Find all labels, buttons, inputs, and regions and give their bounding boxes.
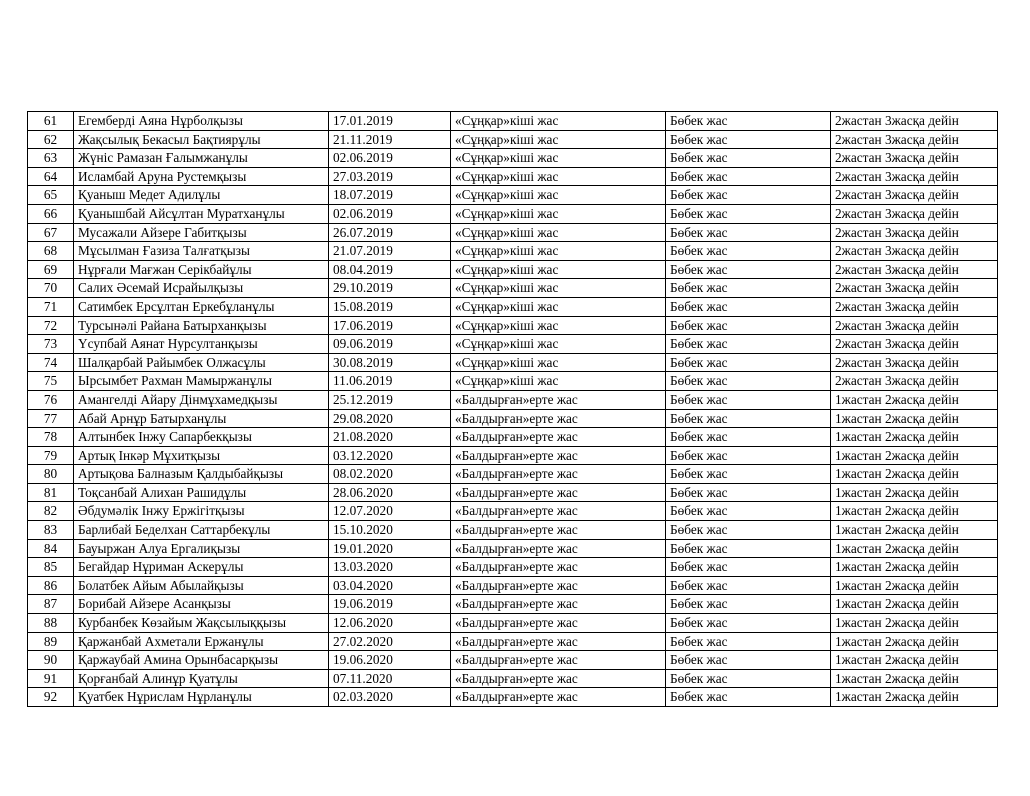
birth-date-cell: 26.07.2019	[329, 223, 451, 242]
group-name-cell: «Балдырған»ерте жас	[451, 483, 666, 502]
child-name-cell: Қорғанбай Алинұр Қуатұлы	[74, 669, 329, 688]
group-type-cell: Бөбек жас	[666, 576, 831, 595]
group-name-cell: «Сұңқар»кіші жас	[451, 130, 666, 149]
age-range-cell: 2жастан 3жасқа дейін	[831, 167, 998, 186]
child-name-cell: Егемберді Аяна Нұрболқызы	[74, 112, 329, 131]
table-row	[28, 614, 998, 633]
birth-date-cell: 25.12.2019	[329, 390, 451, 409]
row-number-cell: 76	[28, 390, 74, 409]
group-type-cell: Бөбек жас	[666, 446, 831, 465]
group-name-cell: «Сұңқар»кіші жас	[451, 353, 666, 372]
age-range-cell: 2жастан 3жасқа дейін	[831, 204, 998, 223]
group-name-cell: «Сұңқар»кіші жас	[451, 242, 666, 261]
birth-date-cell: 18.07.2019	[329, 186, 451, 205]
child-name-cell: Қуаныш Медет Адилұлы	[74, 186, 329, 205]
birth-date-cell: 17.06.2019	[329, 316, 451, 335]
age-range-cell: 1жастан 2жасқа дейін	[831, 688, 998, 707]
table-row	[28, 446, 998, 465]
child-name-cell: Болатбек Айым Абылайқызы	[74, 576, 329, 595]
age-range-cell: 2жастан 3жасқа дейін	[831, 186, 998, 205]
table-row	[28, 223, 998, 242]
child-name-cell: Ырсымбет Рахман Мамыржанұлы	[74, 372, 329, 391]
row-number-cell: 87	[28, 595, 74, 614]
child-name-cell: Үсупбай Аянат Нурсултанқызы	[74, 335, 329, 354]
child-name-cell: Қуатбек Нұрислам Нұрланұлы	[74, 688, 329, 707]
group-name-cell: «Сұңқар»кіші жас	[451, 223, 666, 242]
table-row	[28, 335, 998, 354]
group-name-cell: «Сұңқар»кіші жас	[451, 279, 666, 298]
age-range-cell: 1жастан 2жасқа дейін	[831, 428, 998, 447]
group-name-cell: «Сұңқар»кіші жас	[451, 167, 666, 186]
age-range-cell: 2жастан 3жасқа дейін	[831, 149, 998, 168]
row-number-cell: 65	[28, 186, 74, 205]
birth-date-cell: 28.06.2020	[329, 483, 451, 502]
child-name-cell: Бегайдар Нұриман Аскерұлы	[74, 558, 329, 577]
row-number-cell: 83	[28, 521, 74, 540]
row-number-cell: 80	[28, 465, 74, 484]
row-number-cell: 77	[28, 409, 74, 428]
group-name-cell: «Балдырған»ерте жас	[451, 446, 666, 465]
child-name-cell: Нұрғали Мағжан Серікбайұлы	[74, 260, 329, 279]
birth-date-cell: 29.10.2019	[329, 279, 451, 298]
table-row	[28, 390, 998, 409]
group-type-cell: Бөбек жас	[666, 204, 831, 223]
group-name-cell: «Балдырған»ерте жас	[451, 390, 666, 409]
row-number-cell: 72	[28, 316, 74, 335]
row-number-cell: 92	[28, 688, 74, 707]
table-row	[28, 409, 998, 428]
child-name-cell: Курбанбек Көзайым Жақсылыққызы	[74, 614, 329, 633]
child-name-cell: Исламбай Аруна Рустемқызы	[74, 167, 329, 186]
table-row	[28, 632, 998, 651]
table-row	[28, 204, 998, 223]
group-type-cell: Бөбек жас	[666, 112, 831, 131]
row-number-cell: 75	[28, 372, 74, 391]
child-name-cell: Алтынбек Інжу Сапарбекқызы	[74, 428, 329, 447]
age-range-cell: 2жастан 3жасқа дейін	[831, 242, 998, 261]
table-row	[28, 651, 998, 670]
row-number-cell: 84	[28, 539, 74, 558]
table-row	[28, 353, 998, 372]
group-type-cell: Бөбек жас	[666, 595, 831, 614]
age-range-cell: 1жастан 2жасқа дейін	[831, 446, 998, 465]
row-number-cell: 86	[28, 576, 74, 595]
child-name-cell: Мұсылман Ғазиза Талғатқызы	[74, 242, 329, 261]
group-type-cell: Бөбек жас	[666, 242, 831, 261]
table-row	[28, 130, 998, 149]
birth-date-cell: 19.01.2020	[329, 539, 451, 558]
birth-date-cell: 02.06.2019	[329, 149, 451, 168]
table-row	[28, 297, 998, 316]
table-row	[28, 112, 998, 131]
row-number-cell: 69	[28, 260, 74, 279]
child-name-cell: Сатимбек Ерсұлтан Еркебұланұлы	[74, 297, 329, 316]
age-range-cell: 1жастан 2жасқа дейін	[831, 409, 998, 428]
group-type-cell: Бөбек жас	[666, 465, 831, 484]
table-row	[28, 167, 998, 186]
group-type-cell: Бөбек жас	[666, 651, 831, 670]
group-type-cell: Бөбек жас	[666, 483, 831, 502]
group-type-cell: Бөбек жас	[666, 260, 831, 279]
child-name-cell: Амангелді Айару Дінмұхамедқызы	[74, 390, 329, 409]
birth-date-cell: 27.03.2019	[329, 167, 451, 186]
row-number-cell: 70	[28, 279, 74, 298]
group-name-cell: «Сұңқар»кіші жас	[451, 112, 666, 131]
row-number-cell: 63	[28, 149, 74, 168]
birth-date-cell: 08.02.2020	[329, 465, 451, 484]
table-row	[28, 242, 998, 261]
group-name-cell: «Сұңқар»кіші жас	[451, 335, 666, 354]
group-type-cell: Бөбек жас	[666, 688, 831, 707]
group-type-cell: Бөбек жас	[666, 223, 831, 242]
group-type-cell: Бөбек жас	[666, 316, 831, 335]
table-row	[28, 465, 998, 484]
group-type-cell: Бөбек жас	[666, 558, 831, 577]
birth-date-cell: 08.04.2019	[329, 260, 451, 279]
age-range-cell: 1жастан 2жасқа дейін	[831, 669, 998, 688]
group-type-cell: Бөбек жас	[666, 167, 831, 186]
row-number-cell: 79	[28, 446, 74, 465]
table-row	[28, 483, 998, 502]
birth-date-cell: 21.07.2019	[329, 242, 451, 261]
birth-date-cell: 29.08.2020	[329, 409, 451, 428]
age-range-cell: 1жастан 2жасқа дейін	[831, 502, 998, 521]
group-name-cell: «Сұңқар»кіші жас	[451, 297, 666, 316]
birth-date-cell: 13.03.2020	[329, 558, 451, 577]
group-name-cell: «Сұңқар»кіші жас	[451, 260, 666, 279]
birth-date-cell: 21.08.2020	[329, 428, 451, 447]
child-name-cell: Жақсылық Бекасыл Бақтиярұлы	[74, 130, 329, 149]
group-type-cell: Бөбек жас	[666, 502, 831, 521]
child-name-cell: Тоқсанбай Алихан Рашидұлы	[74, 483, 329, 502]
child-name-cell: Салих Әсемай Исрайылқызы	[74, 279, 329, 298]
table-row	[28, 260, 998, 279]
birth-date-cell: 27.02.2020	[329, 632, 451, 651]
age-range-cell: 2жастан 3жасқа дейін	[831, 279, 998, 298]
age-range-cell: 1жастан 2жасқа дейін	[831, 465, 998, 484]
table-row	[28, 595, 998, 614]
group-type-cell: Бөбек жас	[666, 521, 831, 540]
group-name-cell: «Балдырған»ерте жас	[451, 539, 666, 558]
group-type-cell: Бөбек жас	[666, 632, 831, 651]
group-type-cell: Бөбек жас	[666, 186, 831, 205]
child-name-cell: Әбдумәлік Інжу Ержігітқызы	[74, 502, 329, 521]
age-range-cell: 1жастан 2жасқа дейін	[831, 576, 998, 595]
birth-date-cell: 17.01.2019	[329, 112, 451, 131]
row-number-cell: 81	[28, 483, 74, 502]
age-range-cell: 2жастан 3жасқа дейін	[831, 223, 998, 242]
roster-table-body	[28, 112, 998, 707]
age-range-cell: 1жастан 2жасқа дейін	[831, 483, 998, 502]
age-range-cell: 1жастан 2жасқа дейін	[831, 521, 998, 540]
age-range-cell: 2жастан 3жасқа дейін	[831, 112, 998, 131]
birth-date-cell: 19.06.2019	[329, 595, 451, 614]
group-name-cell: «Балдырған»ерте жас	[451, 614, 666, 633]
table-row	[28, 502, 998, 521]
birth-date-cell: 12.06.2020	[329, 614, 451, 633]
group-name-cell: «Балдырған»ерте жас	[451, 651, 666, 670]
group-name-cell: «Балдырған»ерте жас	[451, 428, 666, 447]
row-number-cell: 91	[28, 669, 74, 688]
group-name-cell: «Балдырған»ерте жас	[451, 521, 666, 540]
age-range-cell: 2жастан 3жасқа дейін	[831, 316, 998, 335]
group-type-cell: Бөбек жас	[666, 297, 831, 316]
table-row	[28, 558, 998, 577]
row-number-cell: 89	[28, 632, 74, 651]
group-type-cell: Бөбек жас	[666, 335, 831, 354]
group-name-cell: «Балдырған»ерте жас	[451, 669, 666, 688]
group-type-cell: Бөбек жас	[666, 130, 831, 149]
birth-date-cell: 15.10.2020	[329, 521, 451, 540]
row-number-cell: 68	[28, 242, 74, 261]
group-type-cell: Бөбек жас	[666, 669, 831, 688]
table-row	[28, 428, 998, 447]
age-range-cell: 1жастан 2жасқа дейін	[831, 595, 998, 614]
row-number-cell: 78	[28, 428, 74, 447]
group-type-cell: Бөбек жас	[666, 390, 831, 409]
row-number-cell: 74	[28, 353, 74, 372]
group-type-cell: Бөбек жас	[666, 428, 831, 447]
birth-date-cell: 21.11.2019	[329, 130, 451, 149]
child-name-cell: Мусажали Айзере Габитқызы	[74, 223, 329, 242]
table-row	[28, 279, 998, 298]
age-range-cell: 2жастан 3жасқа дейін	[831, 130, 998, 149]
child-name-cell: Артықова Балназым Қалдыбайқызы	[74, 465, 329, 484]
group-name-cell: «Балдырған»ерте жас	[451, 632, 666, 651]
children-roster-table	[27, 111, 998, 707]
group-name-cell: «Балдырған»ерте жас	[451, 688, 666, 707]
table-row	[28, 521, 998, 540]
age-range-cell: 1жастан 2жасқа дейін	[831, 651, 998, 670]
child-name-cell: Барлибай Беделхан Саттарбекұлы	[74, 521, 329, 540]
table-row	[28, 688, 998, 707]
child-name-cell: Абай Арнұр Батырханұлы	[74, 409, 329, 428]
group-name-cell: «Балдырған»ерте жас	[451, 558, 666, 577]
age-range-cell: 1жастан 2жасқа дейін	[831, 558, 998, 577]
row-number-cell: 62	[28, 130, 74, 149]
age-range-cell: 1жастан 2жасқа дейін	[831, 539, 998, 558]
row-number-cell: 67	[28, 223, 74, 242]
age-range-cell: 1жастан 2жасқа дейін	[831, 614, 998, 633]
table-row	[28, 669, 998, 688]
group-type-cell: Бөбек жас	[666, 149, 831, 168]
group-name-cell: «Балдырған»ерте жас	[451, 465, 666, 484]
table-row	[28, 149, 998, 168]
child-name-cell: Артық Інкәр Мұхитқызы	[74, 446, 329, 465]
birth-date-cell: 30.08.2019	[329, 353, 451, 372]
row-number-cell: 73	[28, 335, 74, 354]
birth-date-cell: 11.06.2019	[329, 372, 451, 391]
group-name-cell: «Балдырған»ерте жас	[451, 595, 666, 614]
child-name-cell: Бауыржан Алуа Ергалиқызы	[74, 539, 329, 558]
age-range-cell: 2жастан 3жасқа дейін	[831, 353, 998, 372]
child-name-cell: Шалқарбай Райымбек Олжасұлы	[74, 353, 329, 372]
birth-date-cell: 02.06.2019	[329, 204, 451, 223]
group-type-cell: Бөбек жас	[666, 409, 831, 428]
birth-date-cell: 07.11.2020	[329, 669, 451, 688]
age-range-cell: 1жастан 2жасқа дейін	[831, 390, 998, 409]
age-range-cell: 2жастан 3жасқа дейін	[831, 335, 998, 354]
group-name-cell: «Балдырған»ерте жас	[451, 502, 666, 521]
child-name-cell: Қаржанбай Ахметали Ержанұлы	[74, 632, 329, 651]
age-range-cell: 2жастан 3жасқа дейін	[831, 372, 998, 391]
row-number-cell: 61	[28, 112, 74, 131]
group-name-cell: «Сұңқар»кіші жас	[451, 204, 666, 223]
table-row	[28, 576, 998, 595]
row-number-cell: 64	[28, 167, 74, 186]
child-name-cell: Қаржаубай Амина Орынбасарқызы	[74, 651, 329, 670]
birth-date-cell: 19.06.2020	[329, 651, 451, 670]
birth-date-cell: 09.06.2019	[329, 335, 451, 354]
row-number-cell: 88	[28, 614, 74, 633]
birth-date-cell: 03.12.2020	[329, 446, 451, 465]
child-name-cell: Турсынәлі Райана Батырханқызы	[74, 316, 329, 335]
child-name-cell: Борибай Айзере Асанқызы	[74, 595, 329, 614]
group-name-cell: «Сұңқар»кіші жас	[451, 186, 666, 205]
birth-date-cell: 02.03.2020	[329, 688, 451, 707]
group-name-cell: «Сұңқар»кіші жас	[451, 372, 666, 391]
group-name-cell: «Сұңқар»кіші жас	[451, 316, 666, 335]
table-row	[28, 539, 998, 558]
row-number-cell: 90	[28, 651, 74, 670]
birth-date-cell: 12.07.2020	[329, 502, 451, 521]
row-number-cell: 85	[28, 558, 74, 577]
age-range-cell: 2жастан 3жасқа дейін	[831, 297, 998, 316]
birth-date-cell: 15.08.2019	[329, 297, 451, 316]
age-range-cell: 1жастан 2жасқа дейін	[831, 632, 998, 651]
table-row	[28, 186, 998, 205]
birth-date-cell: 03.04.2020	[329, 576, 451, 595]
table-row	[28, 316, 998, 335]
group-type-cell: Бөбек жас	[666, 372, 831, 391]
group-type-cell: Бөбек жас	[666, 279, 831, 298]
group-name-cell: «Балдырған»ерте жас	[451, 576, 666, 595]
group-type-cell: Бөбек жас	[666, 614, 831, 633]
child-name-cell: Жүніс Рамазан Ғалымжанұлы	[74, 149, 329, 168]
group-name-cell: «Балдырған»ерте жас	[451, 409, 666, 428]
row-number-cell: 71	[28, 297, 74, 316]
row-number-cell: 66	[28, 204, 74, 223]
group-name-cell: «Сұңқар»кіші жас	[451, 149, 666, 168]
group-type-cell: Бөбек жас	[666, 539, 831, 558]
group-type-cell: Бөбек жас	[666, 353, 831, 372]
child-name-cell: Қуанышбай Айсұлтан Муратханұлы	[74, 204, 329, 223]
age-range-cell: 2жастан 3жасқа дейін	[831, 260, 998, 279]
table-row	[28, 372, 998, 391]
row-number-cell: 82	[28, 502, 74, 521]
